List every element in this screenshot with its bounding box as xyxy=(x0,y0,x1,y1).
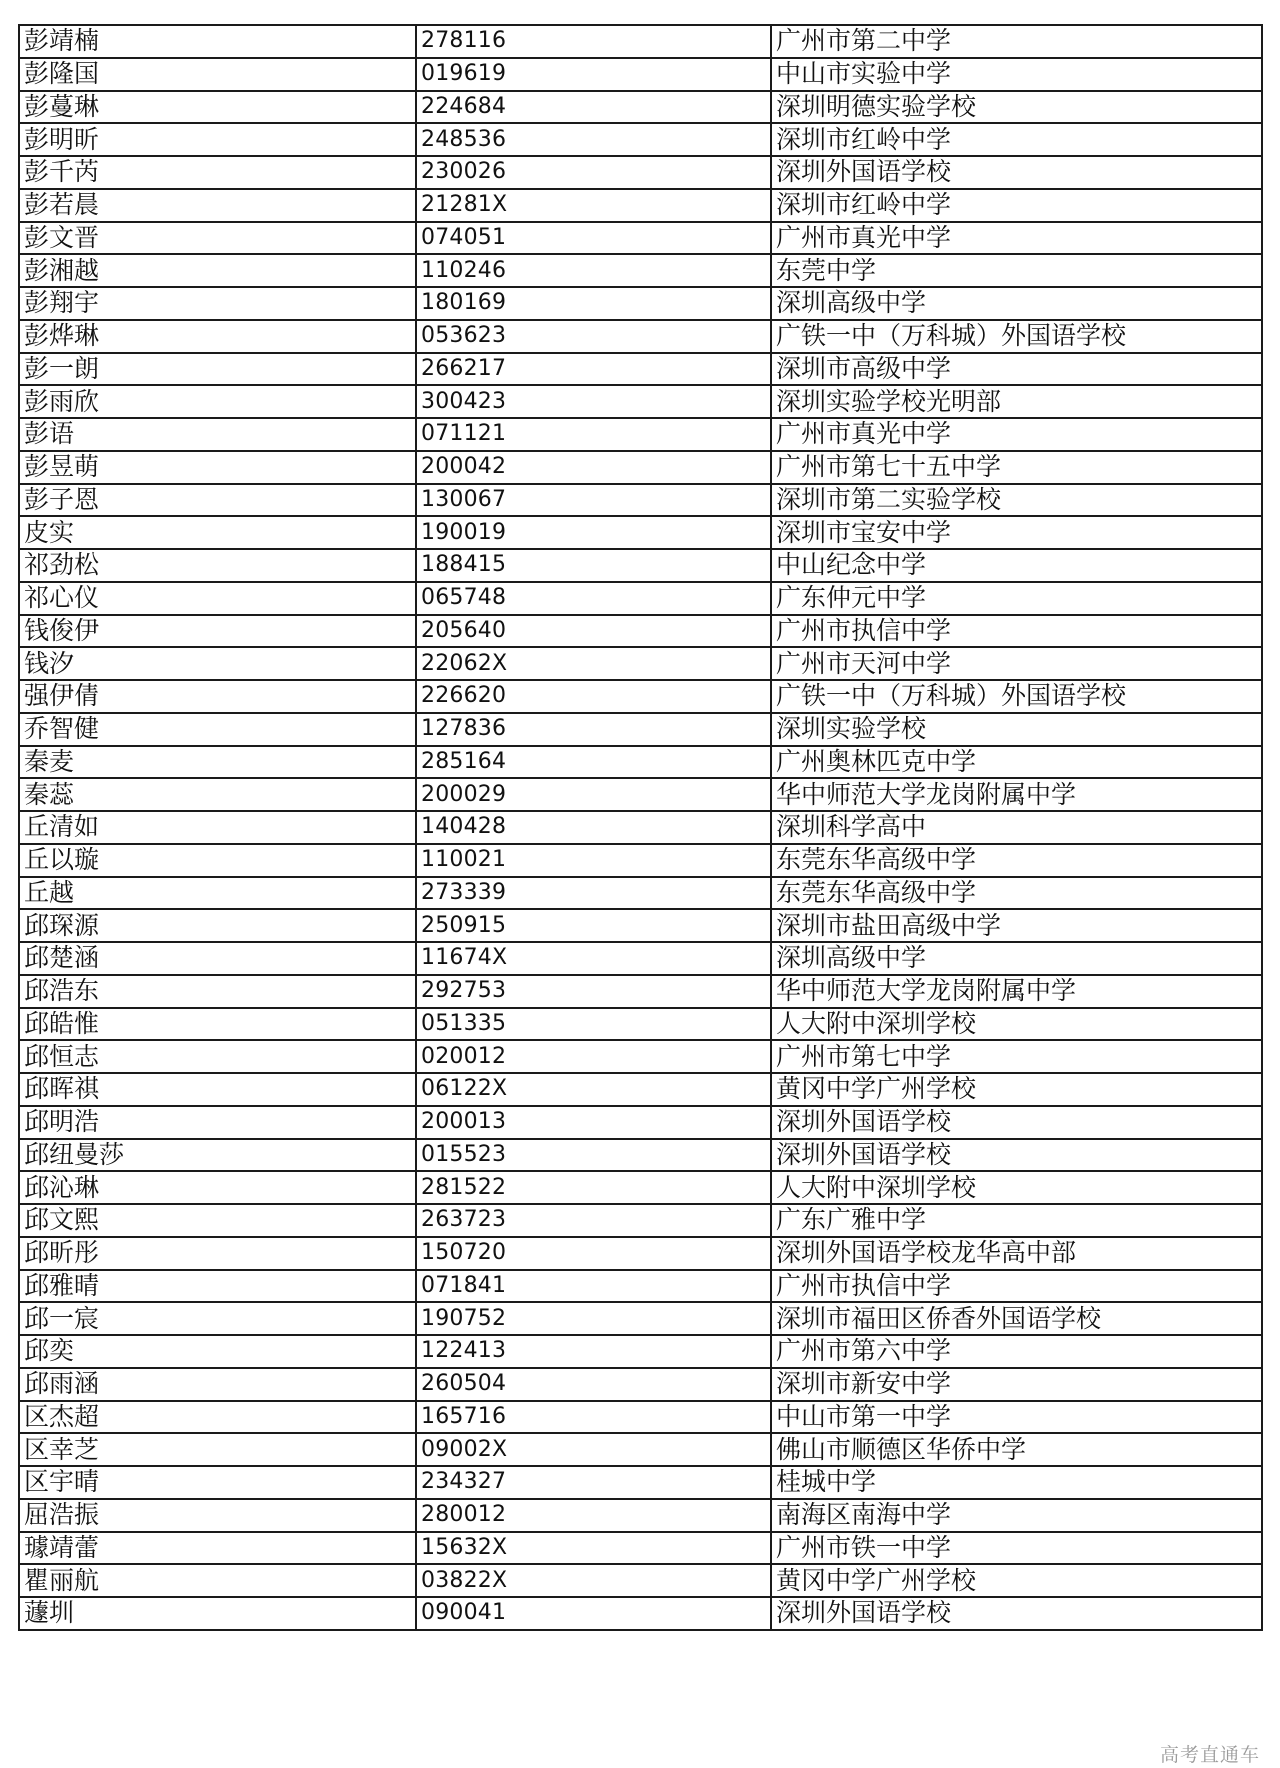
school-cell: 广州市真光中学 xyxy=(771,222,1262,255)
id-cell: 278116 xyxy=(416,25,771,58)
school-cell: 中山市实验中学 xyxy=(771,58,1262,91)
name-cell: 邱雨涵 xyxy=(19,1368,416,1401)
table-row xyxy=(19,58,1262,91)
name-cell: 彭子恩 xyxy=(19,484,416,517)
id-cell: 122413 xyxy=(416,1335,771,1368)
name-cell: 屈浩振 xyxy=(19,1499,416,1532)
table-row xyxy=(19,287,1262,320)
id-cell: 150720 xyxy=(416,1237,771,1270)
school-cell: 广州市第六中学 xyxy=(771,1335,1262,1368)
id-cell: 300423 xyxy=(416,385,771,418)
name-cell: 彭一朗 xyxy=(19,353,416,386)
table-row xyxy=(19,320,1262,353)
table-row xyxy=(19,1499,1262,1532)
name-cell: 彭靖楠 xyxy=(19,25,416,58)
table-row xyxy=(19,516,1262,549)
id-cell: 200042 xyxy=(416,451,771,484)
id-cell: 190019 xyxy=(416,516,771,549)
table-row xyxy=(19,418,1262,451)
school-cell: 广州市第七中学 xyxy=(771,1040,1262,1073)
school-cell: 广州市天河中学 xyxy=(771,647,1262,680)
id-cell: 071841 xyxy=(416,1270,771,1303)
name-cell: 秦蕊 xyxy=(19,778,416,811)
name-cell: 彭翔宇 xyxy=(19,287,416,320)
id-cell: 285164 xyxy=(416,746,771,779)
id-cell: 226620 xyxy=(416,680,771,713)
id-cell: 248536 xyxy=(416,123,771,156)
school-cell: 深圳市第二实验学校 xyxy=(771,484,1262,517)
table-row xyxy=(19,1597,1262,1630)
school-cell: 华中师范大学龙岗附属中学 xyxy=(771,778,1262,811)
name-cell: 彭蔓琳 xyxy=(19,91,416,124)
name-cell: 彭湘越 xyxy=(19,254,416,287)
name-cell: 彭雨欣 xyxy=(19,385,416,418)
table-row xyxy=(19,156,1262,189)
id-cell: 22062X xyxy=(416,647,771,680)
name-cell: 秦麦 xyxy=(19,746,416,779)
id-cell: 273339 xyxy=(416,877,771,910)
name-cell: 彭文晋 xyxy=(19,222,416,255)
table-row xyxy=(19,1466,1262,1499)
name-cell: 璩靖蕾 xyxy=(19,1532,416,1565)
table-row xyxy=(19,1532,1262,1565)
school-cell: 深圳外国语学校 xyxy=(771,1106,1262,1139)
school-cell: 人大附中深圳学校 xyxy=(771,1008,1262,1041)
school-cell: 深圳市高级中学 xyxy=(771,353,1262,386)
name-cell: 邱浩东 xyxy=(19,975,416,1008)
id-cell: 292753 xyxy=(416,975,771,1008)
table-row xyxy=(19,615,1262,648)
name-cell: 祁劲松 xyxy=(19,549,416,582)
id-cell: 200013 xyxy=(416,1106,771,1139)
name-cell: 彭明昕 xyxy=(19,123,416,156)
school-cell: 深圳市宝安中学 xyxy=(771,516,1262,549)
name-cell: 邱恒志 xyxy=(19,1040,416,1073)
school-cell: 深圳高级中学 xyxy=(771,287,1262,320)
name-cell: 邱纽曼莎 xyxy=(19,1139,416,1172)
school-cell: 人大附中深圳学校 xyxy=(771,1171,1262,1204)
name-cell: 邱沁琳 xyxy=(19,1171,416,1204)
school-cell: 东莞东华高级中学 xyxy=(771,877,1262,910)
table-row xyxy=(19,1106,1262,1139)
table-row xyxy=(19,811,1262,844)
school-cell: 深圳高级中学 xyxy=(771,942,1262,975)
school-cell: 深圳实验学校光明部 xyxy=(771,385,1262,418)
school-cell: 深圳市红岭中学 xyxy=(771,189,1262,222)
table-row xyxy=(19,582,1262,615)
name-cell: 乔智健 xyxy=(19,713,416,746)
school-cell: 深圳外国语学校 xyxy=(771,1139,1262,1172)
table-row xyxy=(19,1171,1262,1204)
table-row xyxy=(19,1401,1262,1434)
table-row xyxy=(19,91,1262,124)
school-cell: 广州市铁一中学 xyxy=(771,1532,1262,1565)
name-cell: 区宇晴 xyxy=(19,1466,416,1499)
table-row xyxy=(19,25,1262,58)
id-cell: 03822X xyxy=(416,1564,771,1597)
id-cell: 019619 xyxy=(416,58,771,91)
name-cell: 瞿丽航 xyxy=(19,1564,416,1597)
school-cell: 东莞中学 xyxy=(771,254,1262,287)
table-row xyxy=(19,1270,1262,1303)
name-cell: 邱明浩 xyxy=(19,1106,416,1139)
table-row xyxy=(19,647,1262,680)
table-row xyxy=(19,1237,1262,1270)
school-cell: 深圳外国语学校龙华高中部 xyxy=(771,1237,1262,1270)
school-cell: 中山纪念中学 xyxy=(771,549,1262,582)
school-cell: 广铁一中（万科城）外国语学校 xyxy=(771,320,1262,353)
name-cell: 钱汐 xyxy=(19,647,416,680)
id-cell: 090041 xyxy=(416,1597,771,1630)
name-cell: 丘清如 xyxy=(19,811,416,844)
id-cell: 280012 xyxy=(416,1499,771,1532)
table-row xyxy=(19,1302,1262,1335)
id-cell: 110021 xyxy=(416,844,771,877)
school-cell: 广铁一中（万科城）外国语学校 xyxy=(771,680,1262,713)
id-cell: 11674X xyxy=(416,942,771,975)
school-cell: 深圳实验学校 xyxy=(771,713,1262,746)
student-list-table xyxy=(18,24,1263,1631)
table-row xyxy=(19,451,1262,484)
id-cell: 200029 xyxy=(416,778,771,811)
name-cell: 区幸芝 xyxy=(19,1433,416,1466)
name-cell: 皮实 xyxy=(19,516,416,549)
table-row xyxy=(19,484,1262,517)
table-row xyxy=(19,909,1262,942)
name-cell: 邱昕彤 xyxy=(19,1237,416,1270)
name-cell: 邱楚涵 xyxy=(19,942,416,975)
school-cell: 广州市第二中学 xyxy=(771,25,1262,58)
id-cell: 281522 xyxy=(416,1171,771,1204)
id-cell: 110246 xyxy=(416,254,771,287)
school-cell: 深圳市新安中学 xyxy=(771,1368,1262,1401)
id-cell: 234327 xyxy=(416,1466,771,1499)
id-cell: 127836 xyxy=(416,713,771,746)
name-cell: 彭语 xyxy=(19,418,416,451)
table-row xyxy=(19,1368,1262,1401)
school-cell: 深圳市福田区侨香外国语学校 xyxy=(771,1302,1262,1335)
table-row xyxy=(19,746,1262,779)
name-cell: 彭隆国 xyxy=(19,58,416,91)
table-row xyxy=(19,385,1262,418)
school-cell: 深圳市红岭中学 xyxy=(771,123,1262,156)
id-cell: 06122X xyxy=(416,1073,771,1106)
name-cell: 彭若晨 xyxy=(19,189,416,222)
school-cell: 广州奥林匹克中学 xyxy=(771,746,1262,779)
id-cell: 205640 xyxy=(416,615,771,648)
table-row xyxy=(19,877,1262,910)
id-cell: 250915 xyxy=(416,909,771,942)
id-cell: 165716 xyxy=(416,1401,771,1434)
id-cell: 190752 xyxy=(416,1302,771,1335)
table-row xyxy=(19,1335,1262,1368)
school-cell: 佛山市顺德区华侨中学 xyxy=(771,1433,1262,1466)
school-cell: 广州市第七十五中学 xyxy=(771,451,1262,484)
name-cell: 钱俊伊 xyxy=(19,615,416,648)
table-row xyxy=(19,123,1262,156)
name-cell: 彭昱萌 xyxy=(19,451,416,484)
table-row xyxy=(19,1040,1262,1073)
school-cell: 广东广雅中学 xyxy=(771,1204,1262,1237)
id-cell: 053623 xyxy=(416,320,771,353)
school-cell: 广州市执信中学 xyxy=(771,615,1262,648)
name-cell: 丘越 xyxy=(19,877,416,910)
school-cell: 深圳市盐田高级中学 xyxy=(771,909,1262,942)
school-cell: 深圳科学高中 xyxy=(771,811,1262,844)
name-cell: 蘧圳 xyxy=(19,1597,416,1630)
school-cell: 深圳外国语学校 xyxy=(771,1597,1262,1630)
table-row xyxy=(19,254,1262,287)
table-row xyxy=(19,680,1262,713)
id-cell: 065748 xyxy=(416,582,771,615)
name-cell: 强伊倩 xyxy=(19,680,416,713)
name-cell: 邱一宸 xyxy=(19,1302,416,1335)
school-cell: 桂城中学 xyxy=(771,1466,1262,1499)
id-cell: 21281X xyxy=(416,189,771,222)
id-cell: 260504 xyxy=(416,1368,771,1401)
school-cell: 深圳明德实验学校 xyxy=(771,91,1262,124)
id-cell: 130067 xyxy=(416,484,771,517)
id-cell: 015523 xyxy=(416,1139,771,1172)
watermark-text: 高考直通车 xyxy=(1159,1744,1260,1766)
id-cell: 051335 xyxy=(416,1008,771,1041)
school-cell: 黄冈中学广州学校 xyxy=(771,1564,1262,1597)
id-cell: 140428 xyxy=(416,811,771,844)
name-cell: 祁心仪 xyxy=(19,582,416,615)
name-cell: 邱文熙 xyxy=(19,1204,416,1237)
id-cell: 071121 xyxy=(416,418,771,451)
table-row xyxy=(19,1433,1262,1466)
table-row xyxy=(19,1073,1262,1106)
table-row xyxy=(19,778,1262,811)
table-row xyxy=(19,1564,1262,1597)
school-cell: 中山市第一中学 xyxy=(771,1401,1262,1434)
id-cell: 263723 xyxy=(416,1204,771,1237)
id-cell: 09002X xyxy=(416,1433,771,1466)
id-cell: 230026 xyxy=(416,156,771,189)
name-cell: 彭烨琳 xyxy=(19,320,416,353)
id-cell: 224684 xyxy=(416,91,771,124)
table-body xyxy=(19,25,1262,1630)
name-cell: 彭千芮 xyxy=(19,156,416,189)
table-row xyxy=(19,975,1262,1008)
id-cell: 15632X xyxy=(416,1532,771,1565)
id-cell: 020012 xyxy=(416,1040,771,1073)
id-cell: 180169 xyxy=(416,287,771,320)
table-row xyxy=(19,942,1262,975)
table-row xyxy=(19,1008,1262,1041)
school-cell: 深圳外国语学校 xyxy=(771,156,1262,189)
table-row xyxy=(19,353,1262,386)
school-cell: 东莞东华高级中学 xyxy=(771,844,1262,877)
table-row xyxy=(19,713,1262,746)
school-cell: 广东仲元中学 xyxy=(771,582,1262,615)
school-cell: 广州市真光中学 xyxy=(771,418,1262,451)
name-cell: 邱雅晴 xyxy=(19,1270,416,1303)
table-row xyxy=(19,549,1262,582)
table-row xyxy=(19,189,1262,222)
name-cell: 邱奕 xyxy=(19,1335,416,1368)
name-cell: 邱琛源 xyxy=(19,909,416,942)
school-cell: 华中师范大学龙岗附属中学 xyxy=(771,975,1262,1008)
id-cell: 266217 xyxy=(416,353,771,386)
name-cell: 邱皓惟 xyxy=(19,1008,416,1041)
name-cell: 邱晖祺 xyxy=(19,1073,416,1106)
school-cell: 黄冈中学广州学校 xyxy=(771,1073,1262,1106)
table-row xyxy=(19,1139,1262,1172)
name-cell: 丘以璇 xyxy=(19,844,416,877)
id-cell: 188415 xyxy=(416,549,771,582)
table-row xyxy=(19,222,1262,255)
table-row xyxy=(19,844,1262,877)
school-cell: 南海区南海中学 xyxy=(771,1499,1262,1532)
id-cell: 074051 xyxy=(416,222,771,255)
school-cell: 广州市执信中学 xyxy=(771,1270,1262,1303)
table-row xyxy=(19,1204,1262,1237)
name-cell: 区杰超 xyxy=(19,1401,416,1434)
